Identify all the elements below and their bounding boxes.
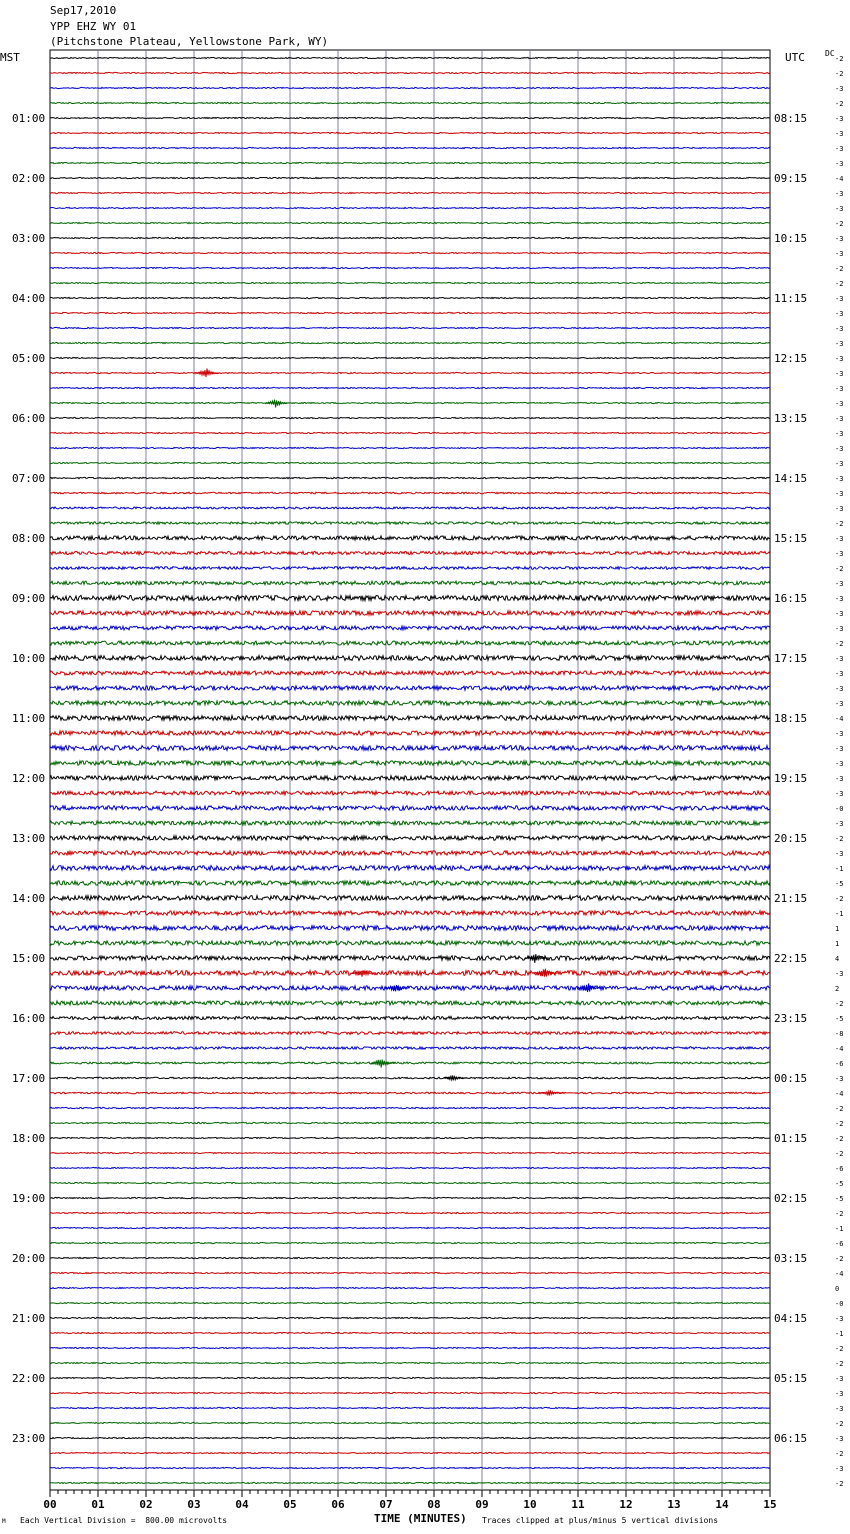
mst-hour-label: 16:00 — [12, 1012, 46, 1025]
seismic-trace-green — [50, 1182, 770, 1183]
dc-offset-label: -3 — [835, 205, 844, 213]
seismic-trace-blue — [50, 567, 770, 570]
seismic-trace-black — [50, 417, 770, 418]
seismic-trace-green — [50, 522, 770, 524]
seismic-trace-green — [50, 881, 770, 885]
seismic-trace-green — [50, 162, 770, 163]
dc-offset-label: -3 — [835, 970, 844, 978]
station-location: (Pitchstone Plateau, Yellowstone Park, WY) — [50, 35, 329, 48]
seismic-trace-red — [50, 851, 770, 855]
dc-offset-label: -5 — [835, 1015, 844, 1023]
seismic-trace-black — [50, 956, 770, 960]
utc-hour-label: 13:15 — [774, 412, 808, 425]
seismic-trace-green — [50, 581, 770, 585]
seismic-trace-black — [50, 117, 770, 118]
seismic-trace-black — [50, 595, 770, 600]
utc-hour-label: 12:15 — [774, 352, 808, 365]
dc-offset-label: -3 — [835, 730, 844, 738]
seismic-event — [443, 1075, 467, 1080]
dc-offset-label: -3 — [835, 1405, 844, 1413]
utc-hour-label: 06:15 — [774, 1432, 808, 1445]
dc-offset-label: -2 — [835, 1135, 844, 1143]
seismic-trace-green — [50, 641, 770, 645]
scale-note: Each Vertical Division = 800.00 microvolts — [20, 1516, 228, 1525]
dc-offset-label: -2 — [835, 220, 844, 228]
dc-offset-label: -8 — [835, 1030, 844, 1038]
x-tick-label: 12 — [619, 1498, 633, 1511]
utc-hour-label: 18:15 — [774, 712, 808, 725]
seismic-trace-green — [50, 821, 770, 825]
seismic-trace-black — [50, 237, 770, 238]
utc-hour-label: 01:15 — [774, 1132, 808, 1145]
dc-offset-label: -2 — [835, 895, 844, 903]
dc-offset-label: -2 — [835, 1120, 844, 1128]
dc-offset-label: -3 — [835, 1390, 844, 1398]
seismic-event — [196, 369, 220, 378]
seismic-trace-red — [50, 1272, 770, 1273]
seismic-trace-red — [50, 791, 770, 795]
x-tick-label: 00 — [43, 1498, 57, 1511]
dc-offset-label: -2 — [835, 520, 844, 528]
seismic-trace-black — [50, 1437, 770, 1438]
seismic-trace-red — [50, 252, 770, 253]
utc-hour-label: 20:15 — [774, 832, 808, 845]
seismic-trace-green — [50, 282, 770, 283]
mst-hour-label: 20:00 — [12, 1252, 46, 1265]
seismic-trace-red — [50, 971, 770, 976]
x-tick-label: 04 — [235, 1498, 249, 1511]
seismic-trace-blue — [50, 1167, 770, 1168]
seismic-trace-red — [50, 1332, 770, 1333]
dc-offset-label: -2 — [835, 1000, 844, 1008]
seismic-trace-blue — [50, 87, 770, 88]
mst-hour-label: 17:00 — [12, 1072, 46, 1085]
seismic-trace-blue — [50, 806, 770, 810]
dc-offset-label: -3 — [835, 820, 844, 828]
seismic-trace-green — [50, 342, 770, 343]
dc-offset-label: -3 — [835, 145, 844, 153]
dc-offset-label: -3 — [835, 115, 844, 123]
seismic-trace-green — [50, 761, 770, 765]
mst-hour-label: 14:00 — [12, 892, 46, 905]
dc-offset-label: -2 — [835, 1420, 844, 1428]
mst-hour-label: 21:00 — [12, 1312, 46, 1325]
dc-offset-label: -4 — [835, 1045, 844, 1053]
utc-hour-label: 23:15 — [774, 1012, 808, 1025]
dc-offset-label: -3 — [835, 535, 844, 543]
utc-hour-label: 15:15 — [774, 532, 808, 545]
dc-offset-label: -3 — [835, 85, 844, 93]
dc-offset-label: -2 — [835, 1210, 844, 1218]
seismic-trace-black — [50, 776, 770, 780]
utc-hour-label: 10:15 — [774, 232, 808, 245]
seismic-trace-red — [50, 132, 770, 133]
utc-hour-label: 19:15 — [774, 772, 808, 785]
plot-date: Sep17,2010 — [50, 4, 117, 17]
dc-offset-label: -2 — [835, 1450, 844, 1458]
x-tick-label: 07 — [379, 1498, 393, 1511]
x-tick-label: 08 — [427, 1498, 441, 1511]
seismic-trace-black — [50, 1197, 770, 1198]
seismic-trace-blue — [50, 327, 770, 328]
dc-offset-label: -6 — [835, 1240, 844, 1248]
seismic-trace-green — [50, 1302, 770, 1303]
x-axis-title: TIME (MINUTES) — [374, 1512, 467, 1525]
seismic-trace-red — [50, 1032, 770, 1035]
corner-mark: M — [2, 1518, 6, 1525]
dc-offset-label: -3 — [835, 190, 844, 198]
dc-offset-label: 0 — [835, 1285, 840, 1293]
x-tick-label: 13 — [667, 1498, 681, 1511]
mst-hour-label: 22:00 — [12, 1372, 46, 1385]
dc-offset-label: 1 — [835, 940, 840, 948]
seismic-trace-blue — [50, 507, 770, 509]
dc-offset-label: -3 — [835, 505, 844, 513]
seismic-trace-green — [50, 941, 770, 945]
seismic-trace-black — [50, 1137, 770, 1138]
seismic-trace-blue — [50, 1467, 770, 1468]
seismic-event — [578, 983, 602, 992]
mst-hour-label: 19:00 — [12, 1192, 46, 1205]
dc-offset-label: -3 — [835, 1465, 844, 1473]
seismic-trace-green — [50, 102, 770, 103]
utc-hour-label: 14:15 — [774, 472, 808, 485]
utc-hour-label: 00:15 — [774, 1072, 808, 1085]
seismic-trace-black — [50, 177, 770, 178]
dc-offset-label: -3 — [835, 1075, 844, 1083]
seismic-traces — [50, 57, 770, 1483]
dc-offset-label: -3 — [835, 595, 844, 603]
seismic-trace-green — [50, 701, 770, 705]
seismic-trace-red — [50, 72, 770, 73]
mst-hour-label: 11:00 — [12, 712, 46, 725]
x-tick-label: 02 — [139, 1498, 153, 1511]
seismic-trace-green — [50, 1362, 770, 1363]
dc-offset-label: -3 — [835, 550, 844, 558]
seismic-trace-green — [50, 462, 770, 463]
dc-offset-label: -2 — [835, 565, 844, 573]
seismic-trace-black — [50, 357, 770, 358]
dc-offset-label: -2 — [835, 1255, 844, 1263]
seismic-trace-black — [50, 836, 770, 840]
dc-offset-label: -3 — [835, 415, 844, 423]
x-tick-label: 15 — [763, 1498, 777, 1511]
seismic-trace-blue — [50, 447, 770, 448]
mst-hour-label: 05:00 — [12, 352, 46, 365]
seismic-trace-red — [50, 312, 770, 313]
dc-offset-label: -3 — [835, 295, 844, 303]
seismic-trace-red — [50, 372, 770, 373]
seismic-trace-red — [50, 611, 770, 615]
dc-offset-label: -3 — [835, 1315, 844, 1323]
dc-offset-label: -3 — [835, 475, 844, 483]
seismic-trace-black — [50, 297, 770, 298]
x-tick-label: 10 — [523, 1498, 537, 1511]
mst-hour-label: 15:00 — [12, 952, 46, 965]
seismic-trace-green — [50, 1062, 770, 1064]
dc-offset-label: -1 — [835, 910, 844, 918]
seismic-trace-green — [50, 1001, 770, 1005]
mst-hour-label: 12:00 — [12, 772, 46, 785]
mst-hour-label: 06:00 — [12, 412, 46, 425]
dc-offset-label: -3 — [835, 355, 844, 363]
seismic-trace-blue — [50, 626, 770, 630]
seismic-trace-black — [50, 656, 770, 661]
utc-hour-label: 09:15 — [774, 172, 808, 185]
x-tick-label: 03 — [187, 1498, 201, 1511]
seismic-trace-red — [50, 192, 770, 193]
seismic-trace-blue — [50, 387, 770, 388]
right-axis-label: UTC — [785, 51, 805, 64]
seismic-trace-blue — [50, 147, 770, 148]
dc-offset-label: -3 — [835, 670, 844, 678]
mst-hour-label: 23:00 — [12, 1432, 46, 1445]
seismic-event — [539, 1090, 563, 1095]
dc-offset-label: -3 — [835, 1375, 844, 1383]
dc-offset-label: -3 — [835, 325, 844, 333]
mst-hour-label: 03:00 — [12, 232, 46, 245]
seismic-trace-blue — [50, 1227, 770, 1228]
seismic-trace-blue — [50, 926, 770, 931]
dc-offset-label: -2 — [835, 55, 844, 63]
seismic-trace-green — [50, 1242, 770, 1243]
dc-offset-label: -1 — [835, 865, 844, 873]
dc-offset-label: -0 — [835, 805, 844, 813]
seismic-trace-red — [50, 492, 770, 494]
dc-offset-label: -3 — [835, 850, 844, 858]
seismic-event — [386, 985, 410, 991]
seismic-trace-black — [50, 1016, 770, 1019]
dc-offset-label: -3 — [835, 1435, 844, 1443]
dc-offset-label: -2 — [835, 1105, 844, 1113]
seismic-trace-red — [50, 1152, 770, 1153]
mst-hour-label: 18:00 — [12, 1132, 46, 1145]
dc-offset-label: -3 — [835, 490, 844, 498]
mst-hour-label: 10:00 — [12, 652, 46, 665]
dc-offset-label: -3 — [835, 160, 844, 168]
seismic-trace-red — [50, 731, 770, 735]
dc-offset-label: 2 — [835, 985, 840, 993]
seismic-trace-blue — [50, 207, 770, 208]
dc-offset-label: -3 — [835, 430, 844, 438]
station-code: YPP EHZ WY 01 — [50, 20, 137, 33]
dc-offset-label: -2 — [835, 640, 844, 648]
utc-hour-label: 08:15 — [774, 112, 808, 125]
dc-offset-label: -3 — [835, 655, 844, 663]
dc-offset-label: -4 — [835, 175, 844, 183]
dc-offset-label: -2 — [835, 1360, 844, 1368]
dc-offset-label: -3 — [835, 400, 844, 408]
dc-offset-label: -3 — [835, 460, 844, 468]
x-tick-label: 11 — [571, 1498, 585, 1511]
dc-offset-label: -2 — [835, 1480, 844, 1488]
seismic-event — [266, 400, 290, 408]
seismic-trace-green — [50, 1482, 770, 1483]
dc-offset-label: -3 — [835, 775, 844, 783]
dc-offset-label: -3 — [835, 580, 844, 588]
mst-hour-label: 02:00 — [12, 172, 46, 185]
seismic-trace-green — [50, 402, 770, 403]
seismic-trace-blue — [50, 746, 770, 751]
seismic-trace-red — [50, 1092, 770, 1094]
x-tick-label: 01 — [91, 1498, 105, 1511]
dc-offset-label: -3 — [835, 310, 844, 318]
seismic-trace-black — [50, 1377, 770, 1378]
utc-hour-label: 03:15 — [774, 1252, 808, 1265]
dc-offset-label: -4 — [835, 715, 844, 723]
dc-offset-label: -3 — [835, 760, 844, 768]
dc-label: DC — [825, 49, 835, 58]
seismic-trace-red — [50, 1452, 770, 1453]
seismic-trace-black — [50, 1317, 770, 1318]
dc-offset-label: -5 — [835, 880, 844, 888]
mst-hour-label: 09:00 — [12, 592, 46, 605]
seismic-trace-red — [50, 551, 770, 554]
seismic-trace-blue — [50, 866, 770, 871]
dc-offset-label: -3 — [835, 235, 844, 243]
x-tick-label: 06 — [331, 1498, 345, 1511]
dc-offset-label: -1 — [835, 1225, 844, 1233]
seismic-trace-blue — [50, 1047, 770, 1049]
seismic-trace-red — [50, 671, 770, 675]
seismic-trace-black — [50, 716, 770, 721]
dc-offset-label: -3 — [835, 250, 844, 258]
dc-offset-label: -1 — [835, 1330, 844, 1338]
seismic-trace-blue — [50, 267, 770, 268]
x-tick-label: 14 — [715, 1498, 729, 1511]
seismic-trace-black — [50, 57, 770, 58]
x-tick-label: 09 — [475, 1498, 489, 1511]
dc-offset-label: -2 — [835, 1345, 844, 1353]
seismic-trace-red — [50, 911, 770, 915]
seismic-trace-blue — [50, 1287, 770, 1288]
mst-hour-label: 08:00 — [12, 532, 46, 545]
utc-hour-label: 02:15 — [774, 1192, 808, 1205]
dc-offset-label: -3 — [835, 130, 844, 138]
dc-offset-label: -4 — [835, 1270, 844, 1278]
seismic-trace-red — [50, 432, 770, 433]
axis-labels — [12, 55, 843, 1511]
seismic-trace-blue — [50, 1347, 770, 1348]
seismic-trace-black — [50, 1077, 770, 1079]
dc-offset-label: -0 — [835, 1300, 844, 1308]
dc-offset-label: -2 — [835, 100, 844, 108]
seismic-trace-blue — [50, 686, 770, 690]
dc-offset-label: -3 — [835, 370, 844, 378]
mst-hour-label: 04:00 — [12, 292, 46, 305]
dc-offset-label: -3 — [835, 745, 844, 753]
utc-hour-label: 04:15 — [774, 1312, 808, 1325]
seismic-trace-green — [50, 1122, 770, 1123]
dc-offset-label: -2 — [835, 265, 844, 273]
mst-hour-label: 01:00 — [12, 112, 46, 125]
dc-offset-label: -3 — [835, 625, 844, 633]
dc-offset-label: -6 — [835, 1165, 844, 1173]
dc-offset-label: -6 — [835, 1060, 844, 1068]
dc-offset-label: -3 — [835, 700, 844, 708]
seismic-trace-red — [50, 1212, 770, 1213]
mst-hour-label: 13:00 — [12, 832, 46, 845]
utc-hour-label: 05:15 — [774, 1372, 808, 1385]
seismic-trace-green — [50, 222, 770, 223]
dc-offset-label: -2 — [835, 70, 844, 78]
utc-hour-label: 16:15 — [774, 592, 808, 605]
dc-offset-label: -5 — [835, 1195, 844, 1203]
seismic-trace-black — [50, 536, 770, 540]
left-axis-label: MST — [0, 51, 20, 64]
seismic-event — [371, 1060, 395, 1068]
seismic-trace-red — [50, 1392, 770, 1393]
seismic-trace-black — [50, 896, 770, 901]
utc-hour-label: 11:15 — [774, 292, 808, 305]
seismic-trace-blue — [50, 986, 770, 990]
dc-offset-label: -5 — [835, 1180, 844, 1188]
dc-offset-label: -2 — [835, 835, 844, 843]
dc-offset-label: -3 — [835, 790, 844, 798]
x-tick-label: 05 — [283, 1498, 297, 1511]
dc-offset-label: -3 — [835, 340, 844, 348]
dc-offset-label: -3 — [835, 685, 844, 693]
seismic-trace-blue — [50, 1107, 770, 1108]
dc-offset-label: 1 — [835, 925, 840, 933]
utc-hour-label: 17:15 — [774, 652, 808, 665]
utc-hour-label: 22:15 — [774, 952, 808, 965]
seismic-trace-black — [50, 1257, 770, 1258]
utc-hour-label: 21:15 — [774, 892, 808, 905]
mst-hour-label: 07:00 — [12, 472, 46, 485]
dc-offset-label: -3 — [835, 445, 844, 453]
seismic-trace-blue — [50, 1407, 770, 1408]
dc-offset-label: -2 — [835, 280, 844, 288]
seismic-trace-black — [50, 477, 770, 478]
dc-offset-label: -3 — [835, 610, 844, 618]
dc-offset-label: -4 — [835, 1090, 844, 1098]
dc-offset-label: -3 — [835, 385, 844, 393]
seismic-trace-green — [50, 1422, 770, 1423]
dc-offset-label: -2 — [835, 1150, 844, 1158]
clip-note: Traces clipped at plus/minus 5 vertical divisions — [482, 1516, 719, 1525]
dc-offset-label: 4 — [835, 955, 840, 963]
